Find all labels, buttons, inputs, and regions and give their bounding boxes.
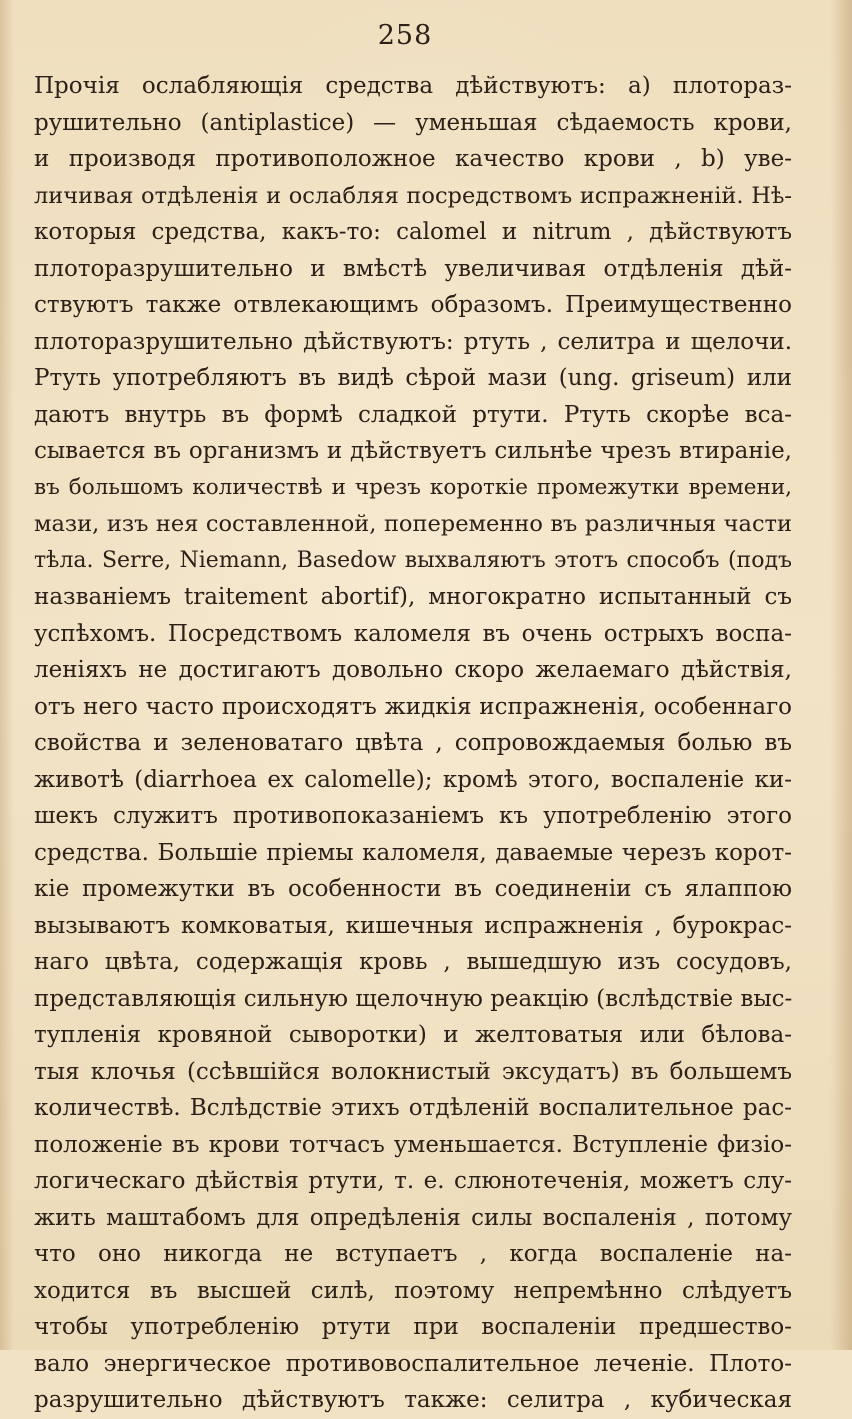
body-text: [34, 68, 792, 1419]
text-line: названіемъ traitement abortif), многократно испытанный съ: [34, 584, 792, 610]
text-line: въ большомъ количествѣ и чрезъ короткіе промежутки времени,: [34, 474, 792, 500]
text-line: представляющія сильную щелочную реакцію (вслѣдствіе выс-: [34, 985, 792, 1012]
text-line: количествѣ. Вслѣдствіе этихъ отдѣленій воспалительное рас-: [34, 1095, 792, 1121]
text-line: отъ него часто происходятъ жидкія испражненія, особеннаго: [34, 693, 792, 720]
text-line: леніяхъ не достигаютъ довольно скоро желаемаго дѣйствія,: [34, 657, 792, 683]
text-line: личивая отдѣленія и ослабляя посредствомъ испражненій. Нѣ-: [34, 182, 792, 209]
text-line: животѣ (diarrhoea ex calomelle); кромѣ этого, воспаленіе ки-: [34, 766, 792, 793]
text-line: свойства и зеленоватаго цвѣта , сопровождаемыя болью въ: [34, 730, 792, 756]
text-line: кіе промежутки въ особенности въ соединеніи съ ялаппою: [34, 876, 792, 902]
text-line: плоторазрушительно и вмѣстѣ увеличивая отдѣленія дѣй-: [34, 255, 792, 282]
text-line: успѣхомъ. Посредствомъ каломеля въ очень острыхъ воспа-: [34, 620, 792, 647]
text-line: тѣла. Serre, Niemann, Basedow выхваляютъ этотъ способъ (подъ: [34, 547, 792, 573]
text-line: Ртуть употребляютъ въ видѣ сѣрой мази (ung. griseum) или: [34, 365, 792, 391]
text-line: которыя средства, какъ-то: calomel и nitrum , дѣйствуютъ: [34, 219, 792, 245]
text-line: разрушительно дѣйствуютъ также: селитра , кубическая: [34, 1387, 792, 1413]
text-line: вызываютъ комковатыя, кишечныя испражненія , бурокрас-: [34, 912, 792, 939]
text-line: жить маштабомъ для опредѣленія силы воспаленія , потому: [34, 1204, 792, 1231]
text-line: наго цвѣта, содержащія кровь , вышедшую изъ сосудовъ,: [34, 949, 792, 975]
text-line: шекъ служитъ противопоказаніемъ къ употребленію этого: [34, 803, 792, 829]
text-line: и производя противоположное качество крови , b) уве-: [34, 146, 792, 172]
text-line: логическаго дѣйствія ртути, т. е. слюнотеченія, можетъ слу-: [34, 1168, 792, 1194]
text-line: положеніе въ крови тотчасъ уменьшается. Вступленіе физіо-: [34, 1131, 792, 1158]
text-line: даютъ внутрь въ формѣ сладкой ртути. Ртуть скорѣе вса-: [34, 401, 792, 428]
text-line: чтобы употребленію ртути при воспаленіи предшество-: [34, 1314, 792, 1340]
text-line: плоторазрушительно дѣйствуютъ: ртуть , селитра и щелочи.: [34, 328, 792, 355]
text-line: ствуютъ также отвлекающимъ образомъ. Преимущественно: [34, 292, 792, 318]
text-line: тупленія кровяной сыворотки) и желтоватыя или бѣлова-: [34, 1022, 792, 1048]
page-right-shadow: [830, 0, 852, 1350]
text-line: сывается въ организмъ и дѣйствуетъ сильнѣе чрезъ втираніе,: [34, 438, 792, 464]
text-line: Прочія ослабляющія средства дѣйствуютъ: а) плотораз-: [34, 73, 792, 99]
text-line: ходится въ высшей силѣ, поэтому непремѣнно слѣдуетъ: [34, 1277, 792, 1304]
text-line: мази, изъ нея составленной, попеременно въ различныя части: [34, 511, 792, 537]
text-line: вало энергическое противовоспалительное леченіе. Плото-: [34, 1350, 792, 1377]
text-line: рушительно (antiplastice) — уменьшая сѣдаемость крови,: [34, 109, 792, 136]
text-line: тыя клочья (ссѣвшійся волокнистый эксудатъ) въ большемъ: [34, 1058, 792, 1085]
text-line: что оно никогда не вступаетъ , когда воспаленіе на-: [34, 1241, 792, 1267]
page-number: 258: [377, 20, 433, 51]
page-left-shadow: [0, 0, 14, 1350]
text-line: средства. Большіе пріемы каломеля, даваемые черезъ корот-: [34, 839, 792, 866]
